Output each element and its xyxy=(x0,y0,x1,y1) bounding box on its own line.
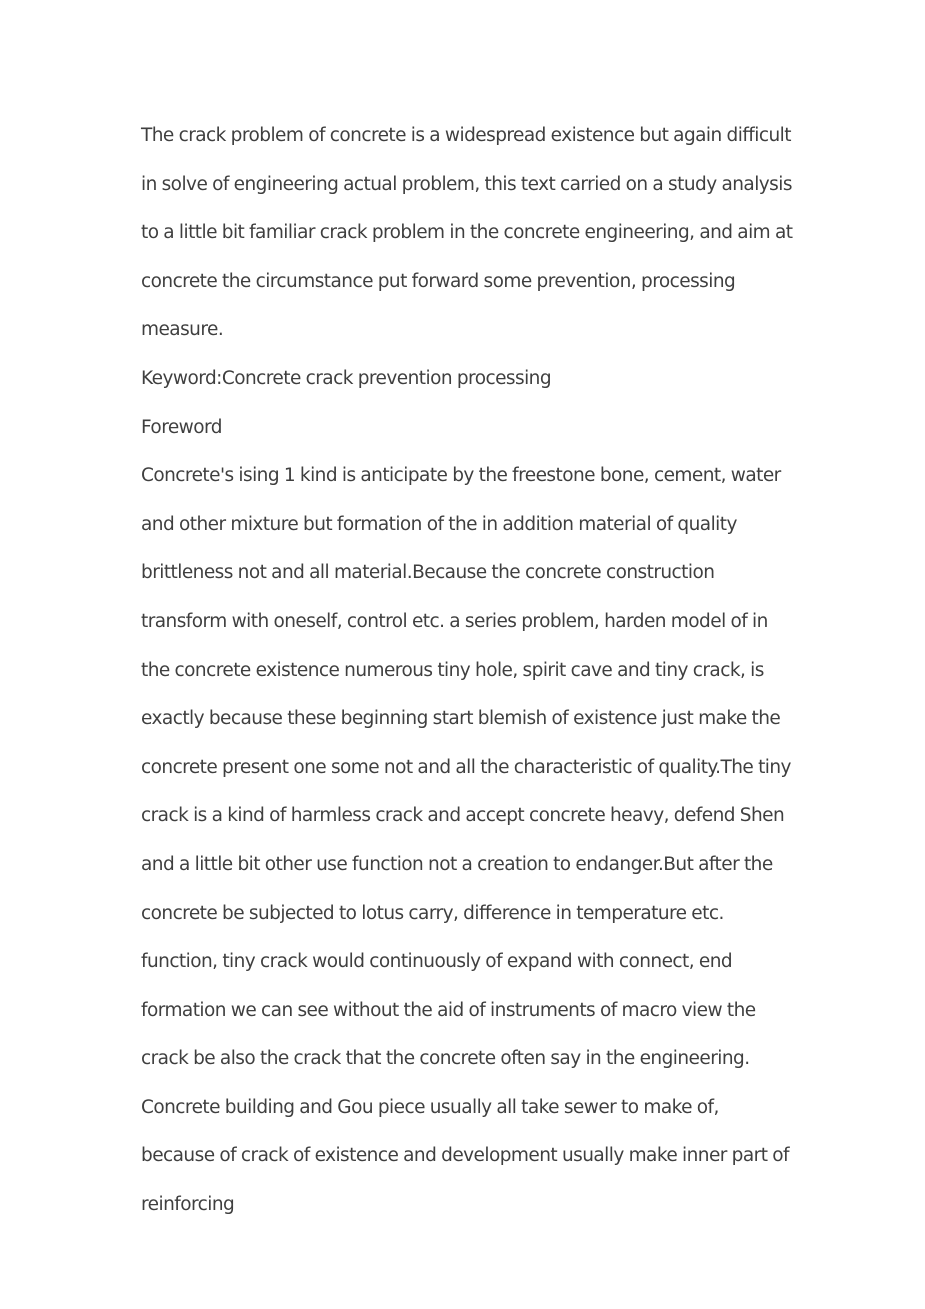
section-heading-foreword: Foreword xyxy=(141,416,222,438)
document-body xyxy=(141,112,793,1230)
abstract-paragraph: The crack problem of concrete is a widespread existence but again difficult in solve of engineering actual problem, this text carried on a study analysis to a little bit familiar crack problem in the concrete engineering, and aim at concrete the circumstance put forward some prevention, processing measure. xyxy=(141,125,793,341)
body-paragraph: Concrete building and Gou piece usually all take sewer to make of, because of crack of existence and development usually make inner part of reinforcing xyxy=(141,1096,789,1216)
foreword-paragraph: Concrete's ising 1 kind is anticipate by the freestone bone, cement, water and other mixture but formation of the in addition material of quality brittleness not and all material.Because the concrete construction transform with oneself, control etc. a series problem, harden model of in the concrete existence numerous tiny hole, spirit cave and tiny crack, is exactly because these beginning start blemish of existence just make the concrete present one some not and all the characteristic of quality.The tiny crack is a kind of harmless crack and accept concrete heavy, defend Shen and a little bit other use function not a creation to endanger.But after the concrete be subjected to lotus carry, difference in temperature etc. function, tiny crack would continuously of expand with connect, end formation we can see without the aid of instruments of macro view the crack be also the crack that the concrete often say in the engineering. xyxy=(141,465,791,1070)
keyword-line: Keyword:Concrete crack prevention processing xyxy=(141,367,552,389)
